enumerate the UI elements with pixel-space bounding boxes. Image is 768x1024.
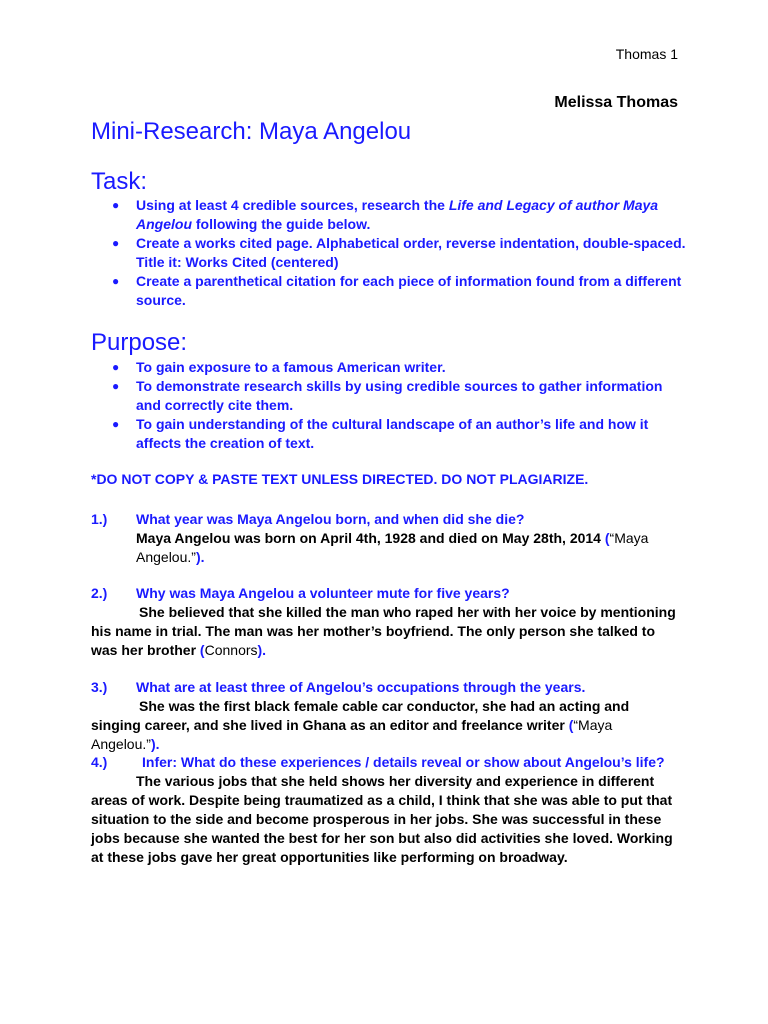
document-title: Mini-Research: Maya Angelou [91,118,412,145]
answer-4: The various jobs that she held shows her diversity and experience in different areas of work. Despite being traumatized as a child, I think that she was able to put that situation to the side and become prosperous in her jobs. She was successful in these jobs because she wanted the best for her son but also did activities she loved. Working at these jobs gave her great opportunities like performing on broadway. [91,773,673,865]
bullet-icon: ● [112,379,120,393]
answer-1: Maya Angelou was born on April 4th, 1928 and died on May 28th, 2014 (“Maya Angelou.”). [136,530,649,565]
bullet-icon: ● [112,236,120,250]
citation-source: “Maya Angelou.” [136,530,649,565]
question-1-number: 1.) [91,511,108,527]
answer-2: She believed that she killed the man who raped her with her voice by mentioning his name in trial. The man was her mother’s boyfriend. The only person she talked to was her brother (Connors). [91,604,676,658]
question-3-number: 3.) [91,679,108,695]
task-heading: Task: [91,168,148,195]
question-4-number: 4.) [91,754,108,770]
bullet-icon: ● [112,274,120,288]
question-4-text: Infer: What do these experiences / details reveal or show about Angelou’s life? [142,754,665,770]
question-1-text: What year was Maya Angelou born, and when did she die? [136,511,525,527]
purpose-item-1: ● To gain exposure to a famous American writer. [112,359,446,375]
task-item-1: ● Using at least 4 credible sources, research the Life and Legacy of author Maya Angelou following the guide below. [112,197,659,232]
purpose-item-3: ● To gain understanding of the cultural landscape of an author’s life and how it affects the creation of text. [112,416,649,451]
task-item-2: ● Create a works cited page. Alphabetical order, reverse indentation, double-spaced. Title it: Works Cited (centered) [112,235,686,270]
plagiarism-warning: *DO NOT COPY & PASTE TEXT UNLESS DIRECTED. DO NOT PLAGIARIZE. [91,471,589,487]
purpose-item-2: ● To demonstrate research skills by using credible sources to gather information and correctly cite them. [112,378,663,413]
question-3-text: What are at least three of Angelou’s occupations through the years. [136,679,586,695]
bullet-icon: ● [112,417,120,431]
citation-source: Connors [204,642,258,658]
author-name: Melissa Thomas [554,94,678,111]
question-2-number: 2.) [91,585,108,601]
task-list [91,196,691,310]
bullet-icon: ● [112,198,120,212]
bullet-icon: ● [112,360,120,374]
purpose-list [91,358,691,453]
task-item-3: ● Create a parenthetical citation for each piece of information found from a different source. [112,273,682,308]
answer-3: She was the first black female cable car conductor, she had an acting and singing career, and she lived in Ghana as an editor and freelance writer (“Maya Angelou.”). [91,698,630,752]
question-2-text: Why was Maya Angelou a volunteer mute for five years? [136,585,510,601]
citation-source: “Maya Angelou.” [91,717,613,752]
page-number-header: Thomas 1 [615,46,678,62]
emphasis-text: Life and Legacy of author Maya Angelou [136,197,659,232]
purpose-heading: Purpose: [91,329,188,356]
